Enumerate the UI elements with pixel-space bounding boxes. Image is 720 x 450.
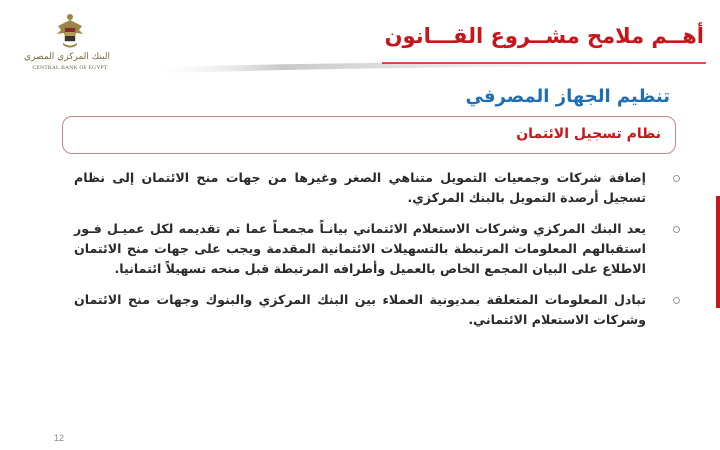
- central-bank-logo: [24, 12, 112, 76]
- bullet-item: يعد البنك المركزي وشركات الاستعلام الائتماني بيانـاً مجمعـاً عما تم تقديمه لكل عميـل فـور استقبالهم المعلومات المرتبطة بالتسهيلات الائتمانية المقدمة ويجب على جهات منح الائتمان الاطلاع على البيان المجمع الخاص بالعميل وأطرافه المرتبطة قبل منحه تسهيلاً ائتمانيا.: [74, 219, 660, 279]
- logo-arabic-name: البنك المركزي المصري: [24, 52, 110, 62]
- accent-stripe: [716, 196, 720, 308]
- page-number: 12: [54, 433, 65, 443]
- subsection-label: نظام تسجيل الائتمان: [516, 126, 661, 142]
- section-heading: تنظيم الجهاز المصرفي: [465, 86, 670, 107]
- bullet-item: إضافة شركات وجمعيات التمويل متناهي الصغر وغيرها من جهات منح الائتمان إلى نظام تسجيل أرصدة التمويل بالبنك المركزي.: [74, 168, 660, 208]
- eagle-emblem-icon: [54, 12, 86, 52]
- logo-english-name: CENTRAL BANK OF EGYPT: [32, 65, 108, 71]
- slide-title: أهــم ملامح مشــروع القـــانون: [384, 24, 704, 48]
- bullet-item: تبادل المعلومات المتعلقة بمديونية العملاء بين البنك المركزي والبنوك وجهات منح الائتمان وشركات الاستعلام الائتماني.: [74, 290, 660, 330]
- title-divider: [122, 60, 706, 76]
- subsection-box: [62, 116, 676, 154]
- bullet-list: [74, 168, 660, 341]
